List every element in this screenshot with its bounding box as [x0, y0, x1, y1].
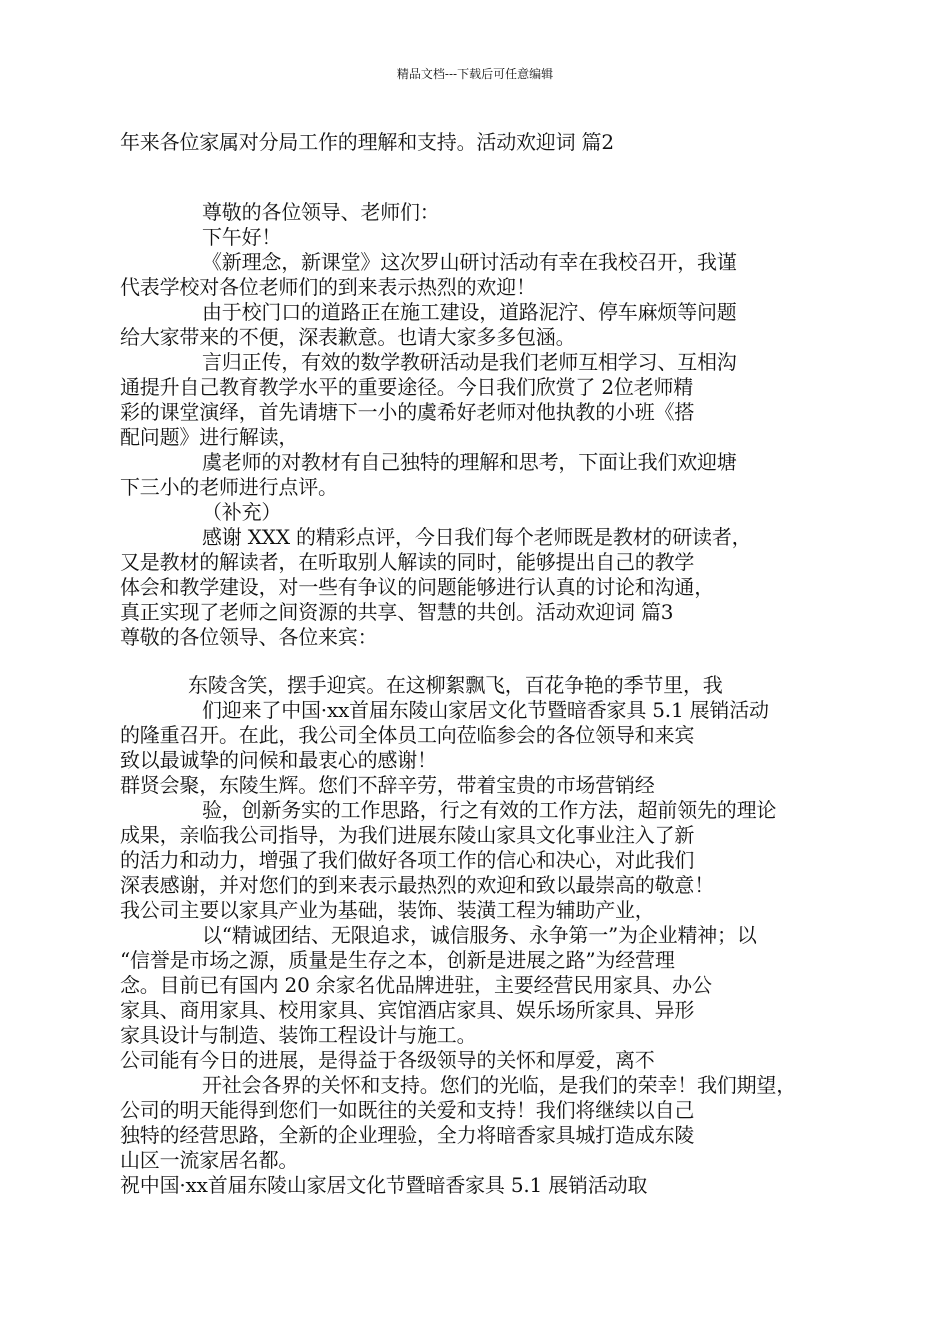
text-line: 致以最诚挚的问候和最衷心的感谢！ [120, 748, 437, 772]
text-line: 公司能有今日的进展，是得益于各级领导的关怀和厚爱，离不 [120, 1048, 655, 1072]
text-line: 们迎来了中国·xx首届东陵山家居文化节暨暗香家具 5.1 展销活动 [202, 698, 769, 722]
text-line: 公司的明天能得到您们一如既往的关爱和支持！我们将继续以自己 [120, 1098, 695, 1122]
text-line: 东陵含笑，摆手迎宾。在这柳絮飘飞，百花争艳的季节里，我 [188, 673, 723, 697]
text-line: 尊敬的各位领导、老师们： [202, 200, 440, 224]
text-line: 通提升自己教育教学水平的重要途径。今日我们欣赏了 2位老师精 [120, 375, 694, 399]
text-line: 山区一流家居名都。 [120, 1148, 299, 1172]
text-line: 给大家带来的不便，深表歉意。也请大家多多包涵。 [120, 325, 576, 349]
text-line: 言归正传，有效的数学教研活动是我们老师互相学习、互相沟 [202, 350, 737, 374]
text-line: 年来各位家属对分局工作的理解和支持。活动欢迎词 篇2 [120, 130, 614, 154]
text-line: 成果，亲临我公司指导，为我们进展东陵山家具文化事业注入了新 [120, 823, 695, 847]
text-line: “信誉是市场之源，质量是生存之本，创新是进展之路”为经营理 [120, 948, 675, 972]
text-line: 深表感谢，并对您们的到来表示最热烈的欢迎和致以最崇高的敬意！ [120, 873, 714, 897]
text-line: 验，创新务实的工作思路，行之有效的工作方法，超前领先的理论 [202, 798, 777, 822]
text-line: 的活力和动力，增强了我们做好各项工作的信心和决心，对此我们 [120, 848, 695, 872]
text-line: 真正实现了老师之间资源的共享、智慧的共创。活动欢迎词 篇3 [120, 600, 674, 624]
text-line: 群贤会聚，东陵生辉。您们不辞辛劳，带着宝贵的市场营销经 [120, 773, 655, 797]
text-line: 又是教材的解读者，在听取别人解读的同时，能够提出自己的教学 [120, 550, 695, 574]
text-line: 配问题》进行解读， [120, 425, 299, 449]
text-line: 开社会各界的关怀和支持。您们的光临，是我们的荣幸！我们期望， [202, 1073, 796, 1097]
text-line: 彩的课堂演绎，首先请塘下一小的虞希好老师对他执教的小班《搭 [120, 400, 695, 424]
text-line: 念。目前已有国内 20 余家名优品牌进驻，主要经营民用家具、办公 [120, 973, 712, 997]
text-line: 《新理念，新课堂》这次罗山研讨活动有幸在我校召开，我谨 [202, 250, 737, 274]
text-line: 感谢 XXX 的精彩点评，今日我们每个老师既是教材的研读者， [202, 525, 752, 549]
text-line: 家具设计与制造、装饰工程设计与施工。 [120, 1023, 477, 1047]
text-line: 祝中国·xx首届东陵山家居文化节暨暗香家具 5.1 展销活动取 [120, 1173, 648, 1197]
text-line: 代表学校对各位老师们的到来表示热烈的欢迎！ [120, 275, 536, 299]
text-line: 由于校门口的道路正在施工建设，道路泥泞、停车麻烦等问题 [202, 300, 737, 324]
text-line: 家具、商用家具、校用家具、宾馆酒店家具、娱乐场所家具、异形 [120, 998, 695, 1022]
text-line: 我公司主要以家具产业为基础，装饰、装潢工程为辅助产业， [120, 898, 655, 922]
text-line: 独特的经营思路，全新的企业理验，全力将暗香家具城打造成东陵 [120, 1123, 695, 1147]
text-line: 的隆重召开。在此，我公司全体员工向莅临参会的各位领导和来宾 [120, 723, 695, 747]
page-header: 精品文档---下载后可任意编辑 [396, 67, 554, 81]
text-line: 下午好！ [202, 225, 282, 249]
text-line: （补充） [202, 500, 282, 524]
text-line: 虞老师的对教材有自己独特的理解和思考，下面让我们欢迎塘 [202, 450, 737, 474]
text-line: 下三小的老师进行点评。 [120, 475, 338, 499]
text-line: 尊敬的各位领导、各位来宾： [120, 625, 378, 649]
text-line: 体会和教学建设，对一些有争议的问题能够进行认真的讨论和沟通， [120, 575, 714, 599]
text-line: 以“精诚团结、无限追求，诚信服务、永争第一”为企业精神；以 [202, 923, 757, 947]
